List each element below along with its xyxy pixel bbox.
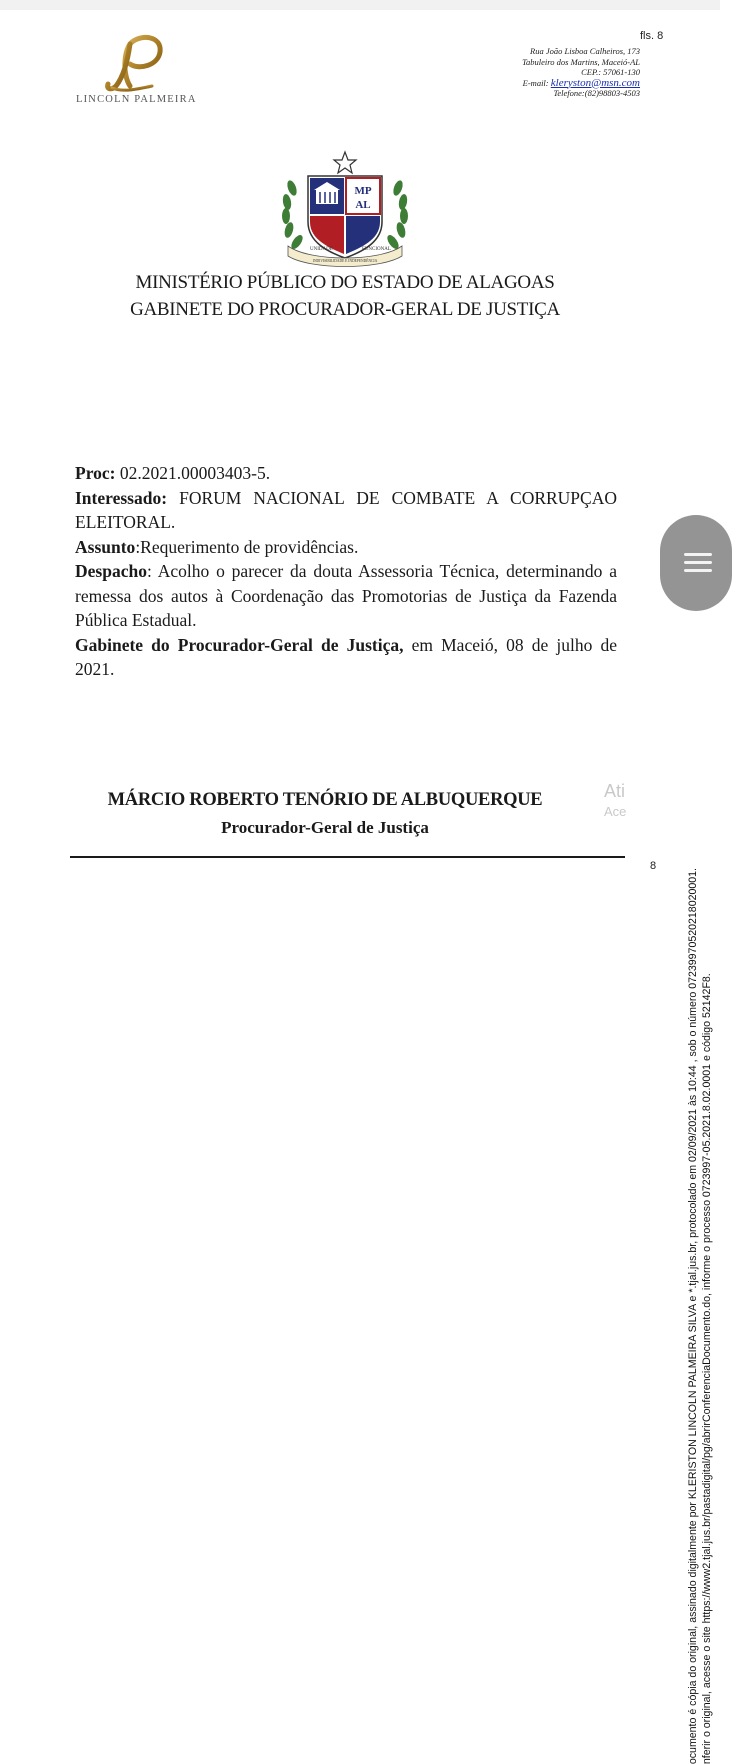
handle-grip-line [684, 553, 712, 556]
document-body [75, 461, 617, 682]
email-line [410, 78, 640, 89]
gabinete-paragraph [75, 633, 617, 682]
logo-name: LINCOLN PALMEIRA [76, 94, 197, 105]
signatory-name: MÁRCIO ROBERTO TENÓRIO DE ALBUQUERQUE [107, 790, 543, 810]
handle-grip-line [684, 569, 712, 572]
proc-paragraph [75, 461, 617, 486]
signatory-role: Procurador-Geral de Justiça [221, 818, 429, 837]
handle-grip-line [684, 561, 712, 564]
footer-rule [70, 856, 625, 858]
activation-watermark [604, 781, 626, 819]
watermark-line1: Ati [604, 781, 626, 801]
despacho-label: Despacho [75, 561, 147, 581]
address-block [410, 46, 640, 99]
gabinete-value: em Maceió, 08 de julho de 2021. [75, 634, 617, 679]
assunto-value: :Requerimento de providências. [135, 536, 359, 557]
phone-line: Telefone:(82)98803-4503 [553, 88, 640, 98]
assunto-label: Assunto [75, 536, 136, 557]
address-line: Rua João Lisboa Calheiros, 173 [530, 46, 640, 56]
address-line: Tabuleiro dos Martins, Maceió-AL [522, 56, 640, 67]
email-label: E-mail: [522, 77, 549, 88]
ribbon-right-text: FUNCIONAL [362, 247, 391, 252]
viewer-top-bar [0, 0, 720, 10]
lincoln-palmeira-logo [72, 34, 192, 118]
address-line: CEP.: 57061-130 [581, 67, 640, 77]
page-number: 8 [650, 860, 657, 872]
ribbon-bottom-text: INDIVISIBILIDADE E INDEPENDÊNCIA [312, 259, 378, 263]
institution-subtitle: GABINETE DO PROCURADOR-GERAL DE JUSTIÇA [130, 299, 560, 320]
emblem-letters-bottom: AL [355, 199, 371, 211]
despacho-value: : Acolho o parecer da douta Assessoria Técnica, determinando a remessa dos autos à Coordenação das Promotorias de Justiça da Fazenda Pública Estadual. [75, 561, 617, 630]
side-stamp-line1: ocumento é cópia do original, assinado digitalmente por KLERISTON LINCOLN PALMEIRA SILVA e *.tjal.jus.br, protocolado em 02/09/2021 às 10:44 , sob o número 07239970520218020001. [687, 868, 699, 1764]
floating-drag-handle[interactable] [660, 515, 732, 611]
page-reference: fls. 8 [640, 30, 664, 42]
emblem-letters-top: MP [354, 185, 372, 197]
proc-value: 02.2021.00003403-5. [115, 463, 271, 483]
ribbon-left-text: UNIDADE [310, 247, 333, 252]
mpal-emblem [270, 150, 420, 272]
gabinete-label: Gabinete do Procurador-Geral de Justiça, [75, 634, 404, 655]
assunto-paragraph [75, 535, 617, 560]
institution-title: MINISTÉRIO PÚBLICO DO ESTADO DE ALAGOAS [135, 272, 555, 293]
despacho-paragraph [75, 559, 617, 633]
interessado-value: FORUM NACIONAL DE COMBATE A CORRUPÇAO ELEITORAL. [75, 487, 617, 532]
email-link[interactable]: kleryston@msn.com [550, 76, 640, 89]
side-stamp [686, 14, 720, 1764]
interessado-label: Interessado: [75, 487, 168, 508]
side-stamp-line2: nferir o original, acesse o site https://www2.tjal.jus.br/pastadigital/pg/abrirConferenciaDocumento.do, informe o processo 0723997-05.2021.8.02.0001 e código 52142F8. [701, 973, 713, 1764]
watermark-line2: Ace [604, 804, 627, 819]
document-page [0, 10, 700, 905]
proc-label: Proc: [75, 463, 116, 483]
interessado-paragraph [75, 486, 617, 535]
